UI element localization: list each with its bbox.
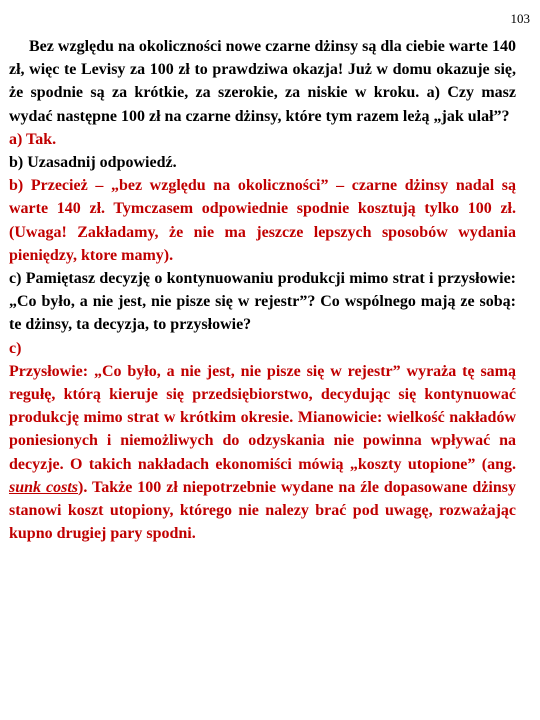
page-number: 103 (510, 11, 530, 26)
question-b: b) Uzasadnij odpowiedź. (9, 154, 177, 172)
answer-c (9, 360, 516, 546)
answer-a: a) Tak. (9, 130, 57, 148)
answer-c-term: sunk costs (9, 478, 78, 496)
answer-b: b) Przecież – „bez względu na okoliczności” – czarne dżinsy nadal są warte 140 zł. Tymczasem odpowiednie spodnie kosztują tylko 100 zł. (Uwaga! Zakładamy, że nie ma jeszcze lepszych sposobów wydania pieniędzy, ktore mamy). (9, 177, 516, 264)
document-body (9, 35, 516, 545)
answer-c-text-1: Przysłowie: „Co było, a nie jest, nie pisze się w rejestr” wyraża tę samą regułę, którą kieruje się przedsiębiorstwo, decydując się kontynuować produkcję mimo strat w krótkim okresie. Mianowicie: wielkość nakładów poniesionych i niemożliwych do odzyskania nie powinna wpływać na decyzje. O takich nakładach ekonomiści mówią „koszty utopione” (ang. (9, 362, 516, 473)
question-c: c) Pamiętasz decyzję o kontynuowaniu produkcji mimo strat i przysłowie: „Co było, a nie jest, nie pisze się w rejestr”? Co wspólnego mają ze sobą: te dżinsy, ta decyzja, to przysłowie? (9, 270, 516, 334)
answer-c-label: c) (9, 339, 22, 357)
intro-paragraph: Bez względu na okoliczności nowe czarne dżinsy są dla ciebie warte 140 zł, więc te Levisy za 100 zł to prawdziwa okazja! Już w domu okazuje się, że spodnie są za krótkie, za szerokie, za niskie w kroku. a) Czy masz wydać następne 100 zł na czarne dżinsy, które tym razem leżą „jak ulał”? (9, 38, 516, 125)
answer-c-text-2: ). Także 100 zł niepotrzebnie wydane na źle dopasowane dżinsy stanowi koszt utopiony, którego nie nalezy brać pod uwagę, rozważając kupno drugiej pary spodni. (9, 478, 516, 543)
